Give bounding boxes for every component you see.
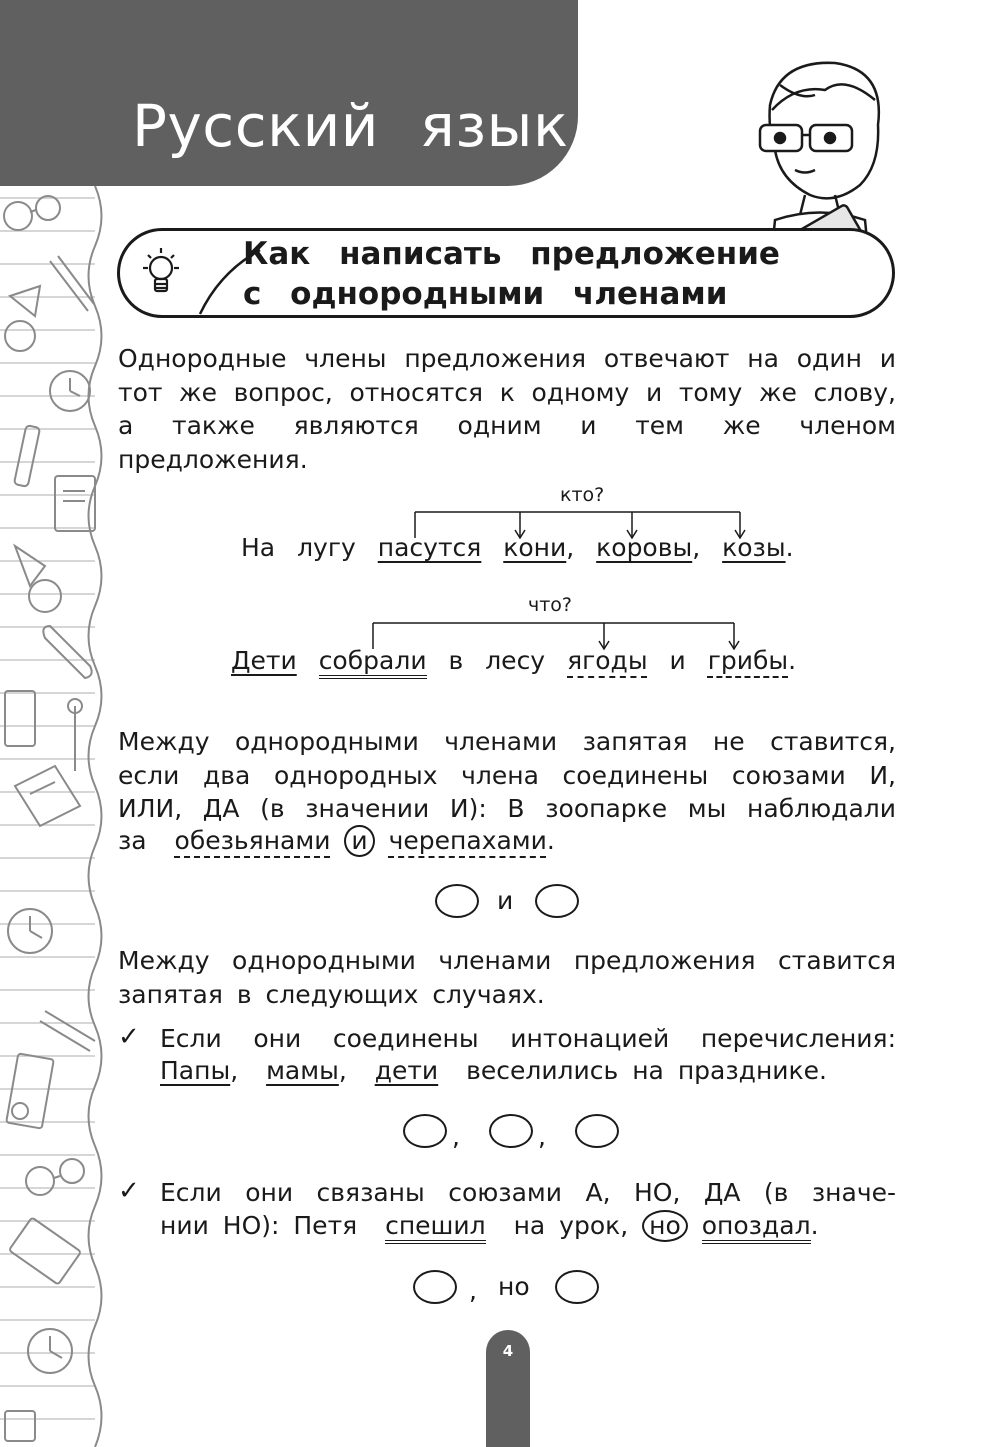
subject-title: Русский язык: [132, 92, 569, 160]
predicate-word: пасутся: [377, 533, 482, 562]
scheme-separator: ,: [538, 1122, 546, 1151]
word: лугу: [297, 533, 356, 562]
scheme-separator: ,: [469, 1276, 477, 1305]
period: .: [546, 826, 555, 855]
topic-title-line1: Как написать предложение: [243, 236, 780, 272]
rest-text: веселились на празднике.: [466, 1056, 827, 1085]
scheme-separator: и: [497, 886, 514, 915]
example2-sentence: [231, 646, 796, 675]
period: .: [788, 646, 797, 675]
case1-example: [160, 1056, 827, 1085]
scheme-oval: [555, 1270, 599, 1304]
case2-example: [160, 1210, 819, 1242]
subject-word: козы: [722, 533, 786, 562]
scheme-oval: [535, 884, 579, 918]
homogeneous-word: дети: [374, 1056, 439, 1085]
word: На: [241, 533, 276, 562]
topic-title-line2: с однородными членами: [243, 276, 728, 312]
conjunction-circled: и: [344, 825, 374, 857]
word: в: [448, 646, 464, 675]
subject-word: кони: [503, 533, 567, 562]
checkmark-icon: ✓: [118, 1022, 140, 1052]
rule1-paragraph: Между однородными членами запятая не ставится, если два однородных члена соединены союзами И, ИЛИ, ДА (в значении И): В зоопарке мы наблюдали: [118, 727, 896, 823]
subject-word: Дети: [231, 646, 297, 675]
homogeneous-word: Папы: [160, 1056, 231, 1085]
page-number: 4: [502, 1342, 514, 1360]
example1-question: кто?: [560, 484, 605, 506]
lightbulb-icon: [135, 244, 191, 304]
checkmark-icon: ✓: [118, 1176, 140, 1206]
object-word: грибы: [707, 646, 789, 675]
scheme-oval: [435, 884, 479, 918]
word: нии НО): Петя: [160, 1211, 358, 1240]
comma: ,: [338, 1056, 347, 1085]
scheme-oval: [489, 1114, 533, 1148]
homogeneous-word: мамы: [266, 1056, 339, 1085]
word: за: [118, 826, 147, 855]
example1-sentence: [241, 533, 794, 562]
scheme-oval: [575, 1114, 619, 1148]
subject-word: коровы: [596, 533, 693, 562]
topic-title: [243, 234, 780, 314]
homogeneous-word: черепахами: [388, 826, 547, 855]
scheme-separator: но: [498, 1272, 530, 1301]
comma: ,: [230, 1056, 239, 1085]
homogeneous-word: обезьянами: [174, 826, 331, 855]
comma: ,: [566, 533, 575, 562]
homogeneous-word: спешил: [385, 1211, 486, 1244]
conjunction: и: [669, 646, 686, 675]
scheme-oval: [413, 1270, 457, 1304]
case1-text: Если они соединены интонацией перечисления:: [160, 1024, 896, 1053]
word: лесу: [485, 646, 546, 675]
object-word: ягоды: [567, 646, 648, 675]
comma: ,: [692, 533, 701, 562]
intro-paragraph: Однородные члены предложения отвечают на один и тот же вопрос, относятся к одному и тому же слову, а также являются одним и тем же членом предложения.: [118, 344, 896, 474]
scheme-separator: ,: [452, 1122, 460, 1151]
period: .: [810, 1211, 819, 1240]
scheme-oval: [403, 1114, 447, 1148]
period: .: [785, 533, 794, 562]
notebook-margin-decoration: [0, 186, 110, 1447]
predicate-word: собрали: [319, 646, 427, 679]
word: на урок,: [513, 1211, 629, 1240]
homogeneous-word: опоздал: [702, 1211, 811, 1244]
rule1-example-tail: [118, 825, 555, 857]
case2-text: Если они связаны союзами А, НО, ДА (в значе-: [160, 1178, 896, 1207]
conjunction-circled: но: [642, 1210, 688, 1242]
example2-question: что?: [528, 594, 573, 616]
rule2-paragraph: Между однородными членами предложения ставится запятая в следующих случаях.: [118, 946, 896, 1009]
